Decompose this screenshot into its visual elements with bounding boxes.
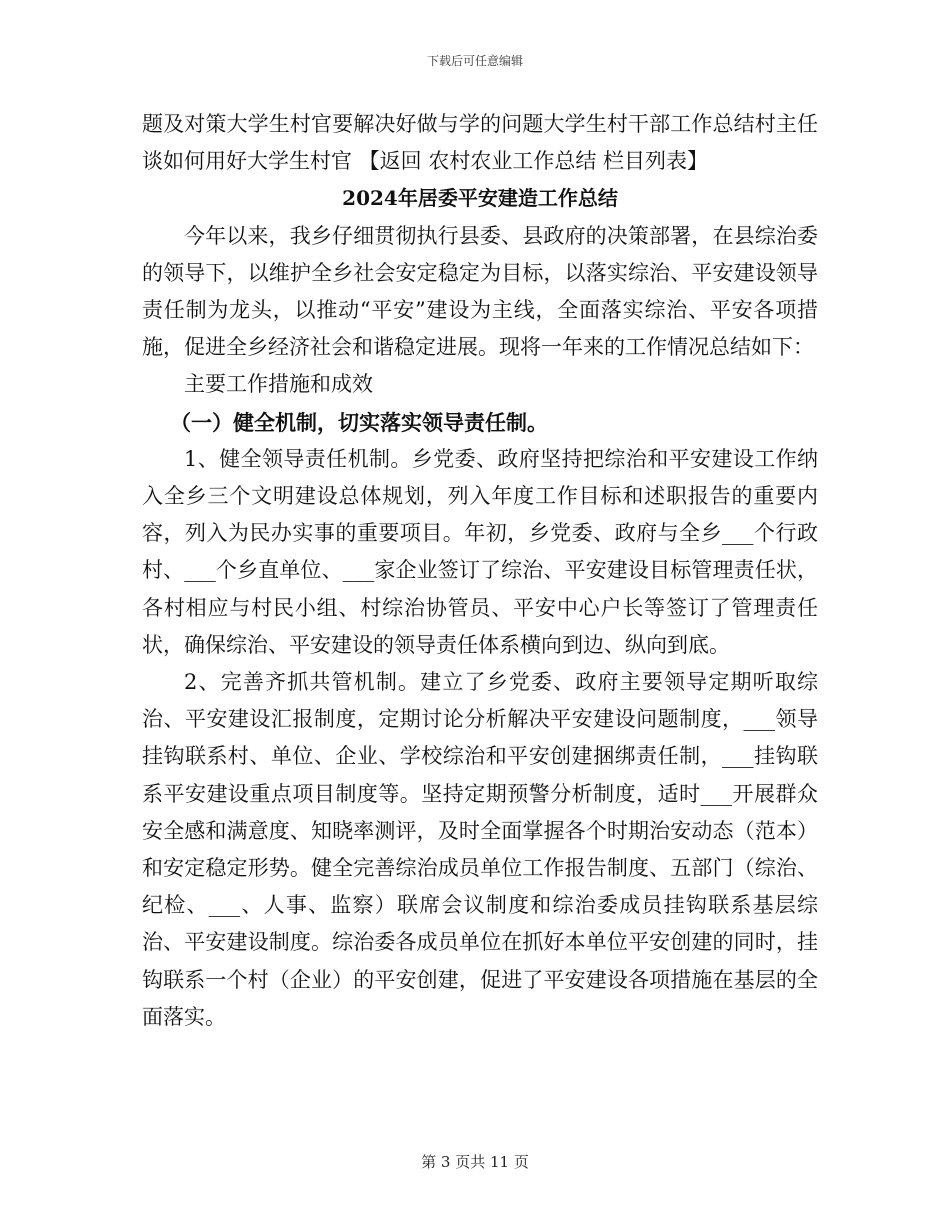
document-body (142, 106, 818, 1036)
paragraph-item-1: 1、健全领导责任机制。乡党委、政府坚持把综治和平安建设工作纳入全乡三个文明建设总体规划，列入年度工作目标和述职报告的重要内容，列入为民办实事的重要项目。年初，乡党委、政府与全乡___个行政村、___个乡直单位、___家企业签订了综治、平安建设目标管理责任状，各村相应与村民小组、村综治协管员、平安中心户长等签订了管理责任状，确保综治、平安建设的领导责任体系横向到边、纵向到底。 (142, 446, 818, 657)
paragraph-main-measures: 主要工作措施和成效 (184, 372, 373, 397)
page-header: 下载后可任意编辑 (426, 54, 523, 68)
intro-links-text: 题及对策大学生村官要解决好做与学的问题大学生村干部工作总结村主任谈如何用好大学生村官 【返回 农村农业工作总结 栏目列表】 (142, 112, 818, 174)
page-footer: 第 3 页共 11 页 (421, 1153, 529, 1171)
document-title: 2024年居委平安建造工作总结 (342, 186, 618, 211)
section-heading: （一）健全机制，切实落实领导责任制。 (170, 409, 548, 435)
paragraph-item-2: 2、完善齐抓共管机制。建立了乡党委、政府主要领导定期听取综治、平安建设汇报制度，定期讨论分析解决平安建设问题制度，___领导挂钩联系村、单位、企业、学校综治和平安创建捆绑责任制，___挂钩联系平安建设重点项目制度等。坚持定期预警分析制度，适时___开展群众安全感和满意度、知晓率测评，及时全面掌握各个时期治安动态（范本）和安定稳定形势。健全完善综治成员单位工作报告制度、五部门（综治、纪检、___、人事、监察）联席会议制度和综治委成员挂钩联系基层综治、平安建设制度。综治委各成员单位在抓好本单位平安创建的同时，挂钩联系一个村（企业）的平安创建，促进了平安建设各项措施在基层的全面落实。 (142, 670, 818, 1029)
paragraph-intro: 今年以来，我乡仔细贯彻执行县委、县政府的决策部署，在县综治委的领导下，以维护全乡社会安定稳定为目标，以落实综治、平安建设领导责任制为龙头，以推动“平安”建设为主线，全面落实综治、平安各项措施，促进全乡经济社会和谐稳定进展。现将一年来的工作情况总结如下： (142, 223, 818, 360)
